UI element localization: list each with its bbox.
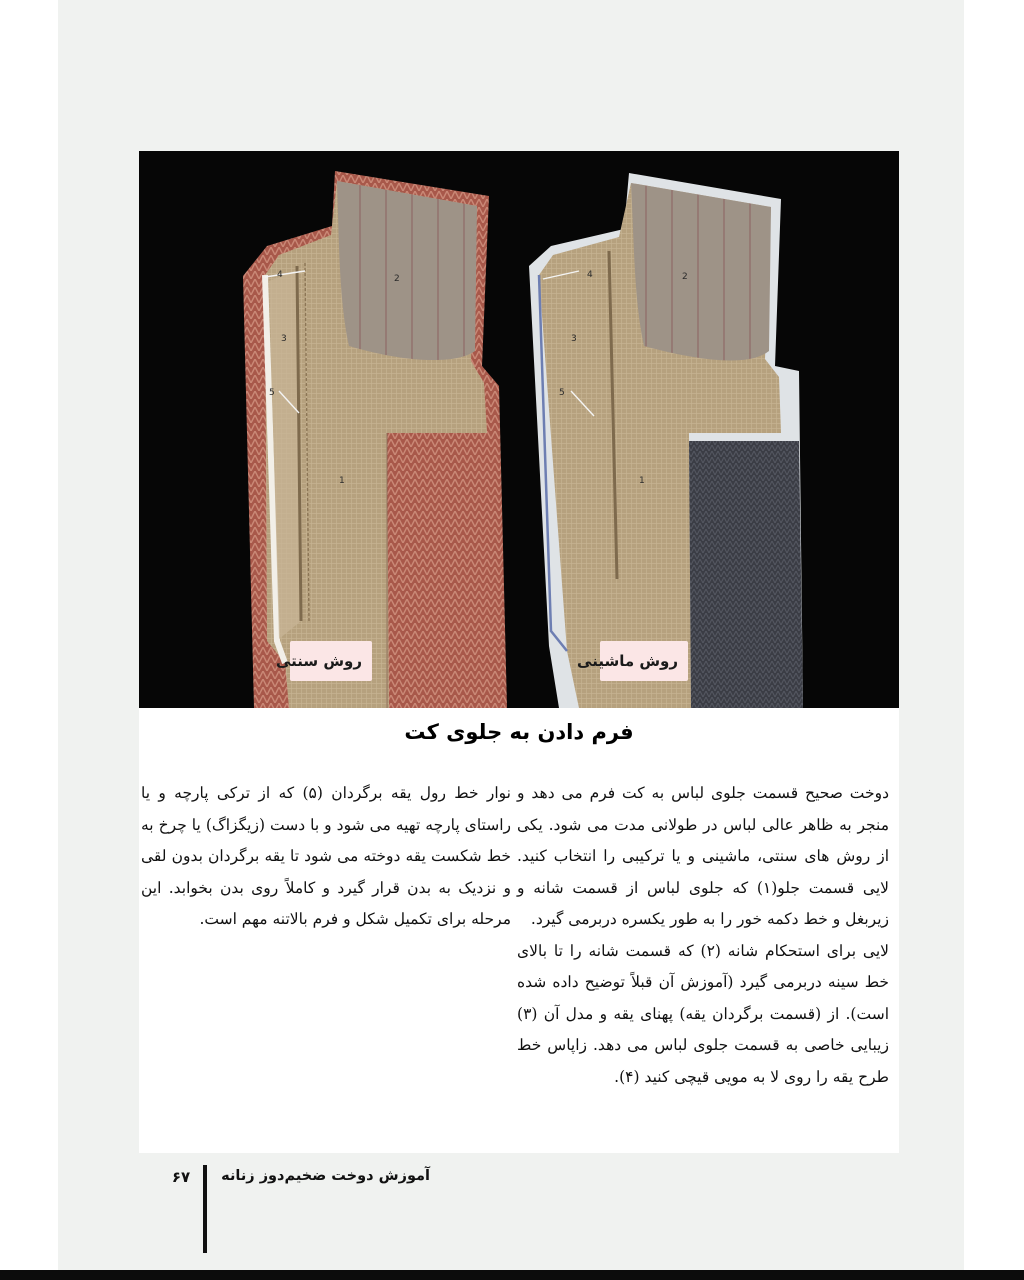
traditional-jacket-front <box>243 171 507 708</box>
running-footer-title: آموزش دوخت ضخیم‌دوز زنانه <box>221 1168 430 1184</box>
callout-traditional-5: 5 <box>269 388 275 398</box>
section-title: فرم دادن به جلوی کت <box>404 720 634 744</box>
callout-machine-5: 5 <box>559 388 565 398</box>
screen-margin-right <box>964 0 1024 1270</box>
traditional-method-label: روش سنتی <box>290 641 372 681</box>
machine-method-label: روش ماشینی <box>600 641 688 681</box>
text-area <box>139 708 899 1153</box>
callout-traditional-1: 1 <box>339 476 345 486</box>
screen-bottom-bar <box>0 1270 1024 1280</box>
machine-jacket-front <box>529 173 803 708</box>
paragraph: لایی برای استحکام شانه (۲) که قسمت شانه را تا بالای خط سینه دربرمی گیرد (آموزش آن قبلاً توضیح داده شده است). از (قسمت برگردان یقه) پهنای یقه و مدل آن (۳) زیبایی خاصی به قسمت جلوی لباس می دهد. زاپاس خط طرح یقه را روی لا به مویی قیچی کنید (۴). <box>517 941 889 1086</box>
text-column-right <box>517 778 889 1093</box>
callout-traditional-2: 2 <box>394 274 400 284</box>
paragraph: دوخت صحیح قسمت جلوی لباس به کت فرم می دهد و منجر به ظاهر عالی لباس در طولانی مدت می شود. یکی از روش های سنتی، ماشینی و یا ترکیبی را انتخاب کنید. لایی قسمت جلو(۱) که جلوی لباس از قسمت شانه و زیربغل و خط دکمه خور را به طور یکسره دربرمی گیرد. <box>517 784 889 928</box>
text-column-left <box>141 778 511 936</box>
callout-machine-4: 4 <box>587 270 593 280</box>
callout-machine-1: 1 <box>639 476 645 486</box>
callout-traditional-4: 4 <box>277 270 283 280</box>
callout-machine-2: 2 <box>682 272 688 282</box>
screen-margin-left <box>0 0 58 1270</box>
jacket-front-photo <box>139 151 899 708</box>
callout-traditional-3: 3 <box>281 334 287 344</box>
paragraph: نوار خط رول یقه برگردان (۵) که از ترکی پارچه و یا راستای پارچه تهیه می شود و با دست (زیگزاگ) یا چرخ به خط شکست یقه دوخته می شود تا یقه برگردان بدون لقی و نزدیک به بدن قرار گیرد و کاملاً روی بدن بخوابد. این مرحله برای تکمیل شکل و فرم بالاتنه مهم است. <box>141 784 511 928</box>
callout-machine-3: 3 <box>571 334 577 344</box>
page-number: ۶۷ <box>171 1168 191 1186</box>
